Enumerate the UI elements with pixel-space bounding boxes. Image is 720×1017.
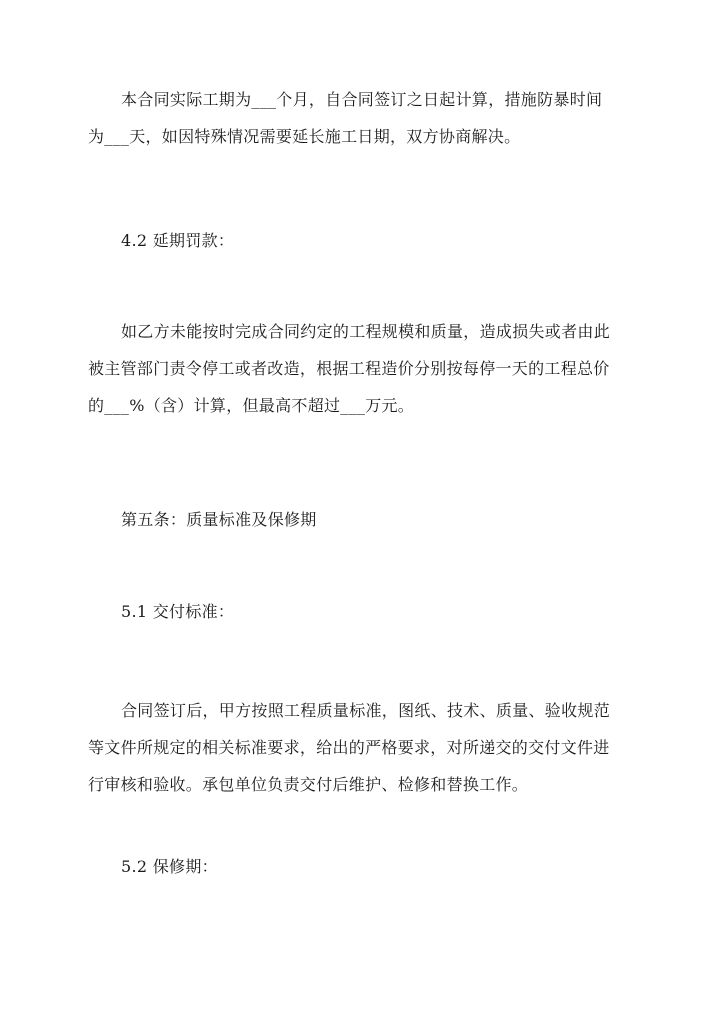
paragraph-line: 行审核和验收。承包单位负责交付后维护、检修和替换工作。 (88, 775, 529, 794)
paragraph-line: 本合同实际工期为___个月，自合同签订之日起计算，措施防暴时间 (121, 90, 603, 109)
paragraph-line: 合同签订后，甲方按照工程质量标准，图纸、技术、质量、验收规范 (121, 701, 611, 720)
paragraph-construction-period (88, 81, 633, 155)
paragraph-line: 为___天，如因特殊情况需要延长施工日期，双方协商解决。 (88, 127, 521, 146)
paragraph-line: 被主管部门责令停工或者改造，根据工程造价分别按每停一天的工程总价 (88, 359, 610, 378)
paragraph-line: 如乙方未能按时完成合同约定的工程规模和质量，造成损失或者由此 (121, 322, 611, 341)
paragraph-line: 等文件所规定的相关标准要求，给出的严格要求，对所递交的交付文件进 (88, 738, 610, 757)
heading-5-2-warranty-period: 5.2 保修期： (121, 857, 218, 876)
heading-5-1-delivery-standard: 5.1 交付标准： (121, 602, 235, 621)
heading-4-2-delay-penalty: 4.2 延期罚款： (121, 231, 235, 250)
paragraph-line: 的___%（含）计算，但最高不超过___万元。 (88, 396, 415, 415)
heading-article-5: 第五条：质量标准及保修期 (121, 510, 317, 529)
paragraph-delivery-standard (88, 692, 633, 803)
paragraph-delay-penalty (88, 313, 633, 424)
